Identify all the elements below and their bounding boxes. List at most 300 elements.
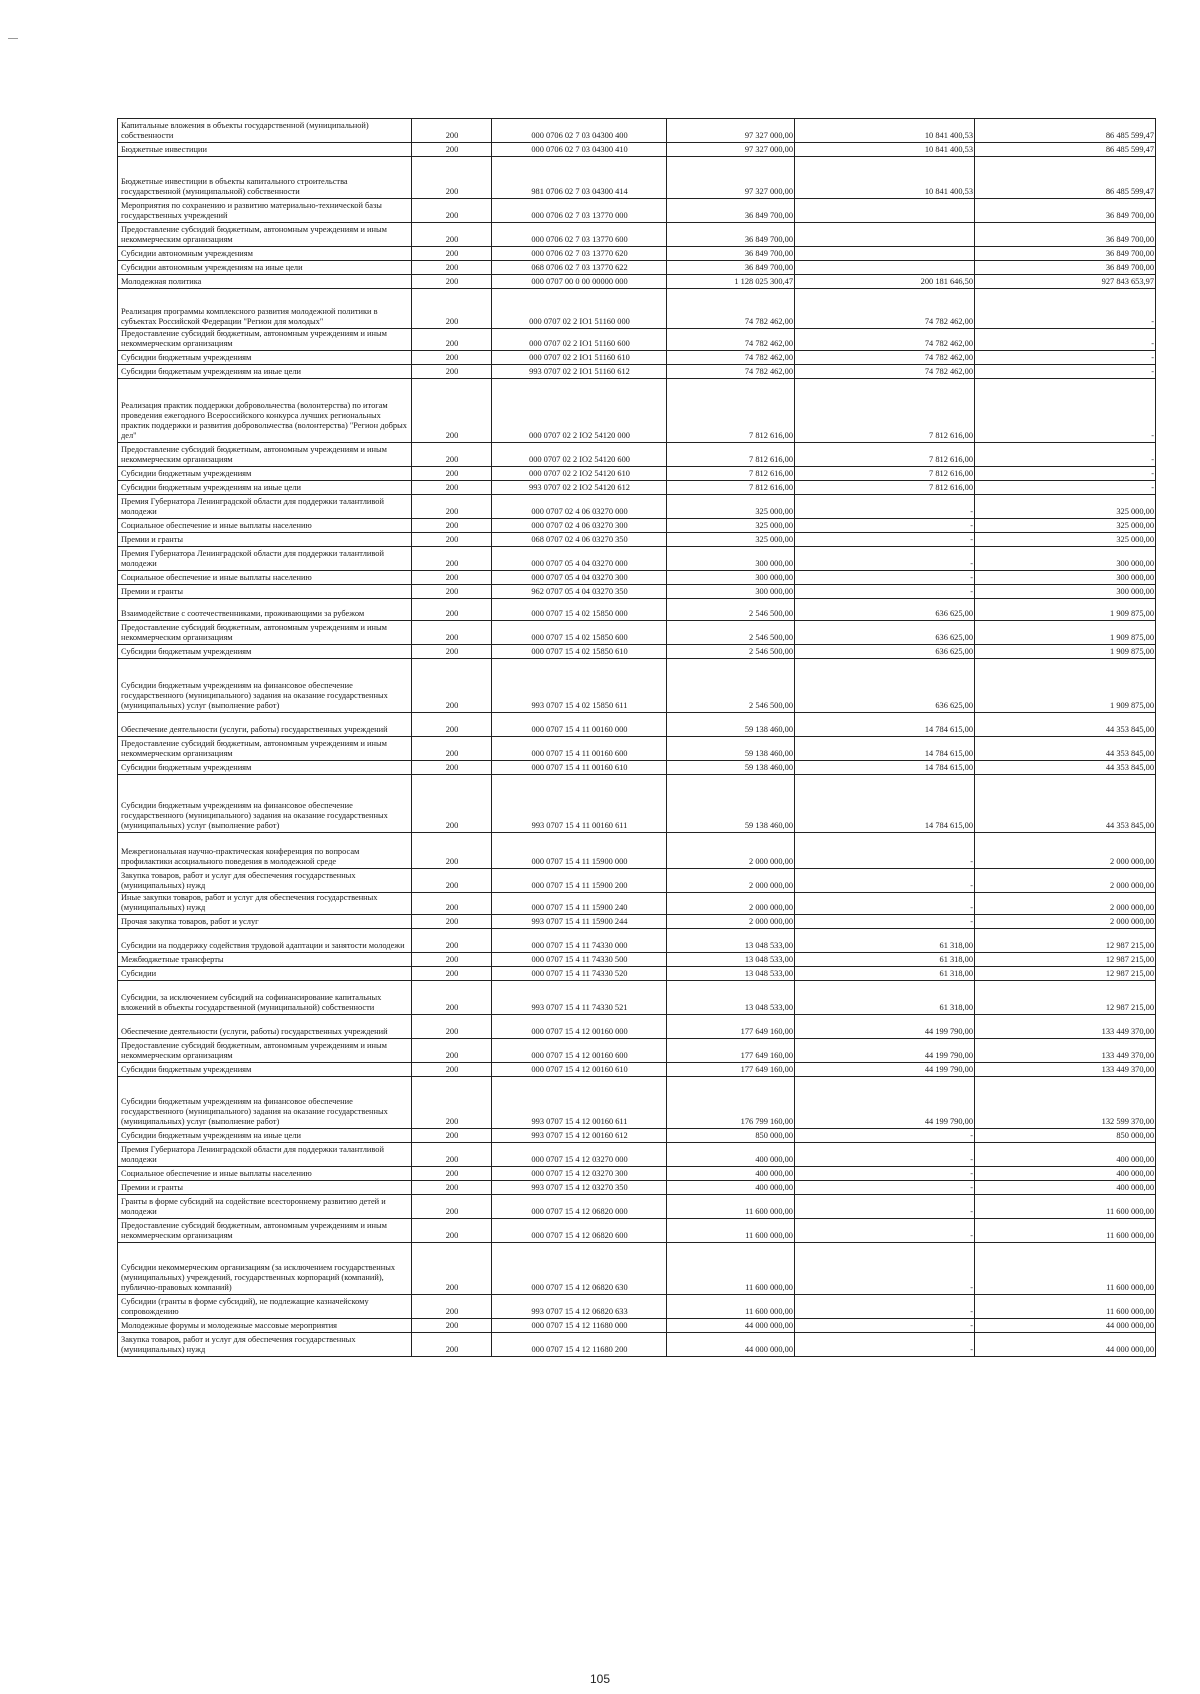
remaining-amount-cell: 325 000,00	[975, 519, 1156, 533]
budget-classification-cell: 000 0707 15 4 12 00160 600	[492, 1039, 667, 1063]
table-row	[118, 929, 1156, 953]
row-code-cell: 200	[412, 1195, 492, 1219]
row-code-cell: 200	[412, 869, 492, 893]
table-row	[118, 261, 1156, 275]
row-code-cell: 200	[412, 329, 492, 351]
row-code-cell: 200	[412, 443, 492, 467]
table-row	[118, 599, 1156, 621]
table-row	[118, 833, 1156, 869]
row-code-cell: 200	[412, 713, 492, 737]
remaining-amount-cell: 300 000,00	[975, 571, 1156, 585]
row-code-cell: 200	[412, 621, 492, 645]
executed-amount-cell: 61 318,00	[795, 981, 975, 1015]
executed-amount-cell: 44 199 790,00	[795, 1077, 975, 1129]
remaining-amount-cell: -	[975, 365, 1156, 379]
table-row	[118, 915, 1156, 929]
executed-amount-cell: -	[795, 893, 975, 915]
executed-amount-cell: -	[795, 1333, 975, 1357]
table-row	[118, 519, 1156, 533]
approved-amount-cell: 11 600 000,00	[667, 1219, 795, 1243]
table-row	[118, 1195, 1156, 1219]
table-row	[118, 1015, 1156, 1039]
remaining-amount-cell: -	[975, 329, 1156, 351]
budget-classification-cell: 962 0707 05 4 04 03270 350	[492, 585, 667, 599]
remaining-amount-cell: 400 000,00	[975, 1181, 1156, 1195]
row-name-cell: Субсидии бюджетным учреждениям на финансовое обеспечение государственного (муниципального) задания на оказание государственных (муниципальных) услуг (выполнение работ)	[118, 659, 412, 713]
approved-amount-cell: 74 782 462,00	[667, 351, 795, 365]
approved-amount-cell: 300 000,00	[667, 547, 795, 571]
remaining-amount-cell: 86 485 599,47	[975, 119, 1156, 143]
budget-classification-cell: 000 0707 15 4 12 11680 200	[492, 1333, 667, 1357]
remaining-amount-cell: -	[975, 467, 1156, 481]
row-code-cell: 200	[412, 571, 492, 585]
budget-classification-cell: 000 0707 15 4 11 00160 610	[492, 761, 667, 775]
row-name-cell: Субсидии, за исключением субсидий на софинансирование капитальных вложений в объекты государственной (муниципальной) собственности	[118, 981, 412, 1015]
executed-amount-cell: 7 812 616,00	[795, 443, 975, 467]
budget-classification-cell: 993 0707 15 4 12 03270 350	[492, 1181, 667, 1195]
executed-amount-cell: -	[795, 1181, 975, 1195]
executed-amount-cell: 61 318,00	[795, 953, 975, 967]
budget-classification-cell: 000 0707 15 4 02 15850 600	[492, 621, 667, 645]
executed-amount-cell: 7 812 616,00	[795, 379, 975, 443]
table-row	[118, 247, 1156, 261]
row-code-cell: 200	[412, 967, 492, 981]
row-name-cell: Субсидии бюджетным учреждениям	[118, 761, 412, 775]
budget-classification-cell: 993 0707 15 4 12 00160 611	[492, 1077, 667, 1129]
table-row	[118, 1319, 1156, 1333]
table-row	[118, 329, 1156, 351]
remaining-amount-cell: 2 000 000,00	[975, 893, 1156, 915]
budget-classification-cell: 993 0707 02 2 IO2 54120 612	[492, 481, 667, 495]
row-name-cell: Субсидии бюджетным учреждениям на иные цели	[118, 1129, 412, 1143]
budget-classification-cell: 000 0707 15 4 11 00160 000	[492, 713, 667, 737]
remaining-amount-cell: 12 987 215,00	[975, 953, 1156, 967]
row-name-cell: Прочая закупка товаров, работ и услуг	[118, 915, 412, 929]
executed-amount-cell: -	[795, 585, 975, 599]
row-name-cell: Премии и гранты	[118, 585, 412, 599]
budget-classification-cell: 068 0707 02 4 06 03270 350	[492, 533, 667, 547]
executed-amount-cell: -	[795, 519, 975, 533]
approved-amount-cell: 177 649 160,00	[667, 1063, 795, 1077]
table-row	[118, 659, 1156, 713]
table-row	[118, 737, 1156, 761]
approved-amount-cell: 36 849 700,00	[667, 199, 795, 223]
row-code-cell: 200	[412, 761, 492, 775]
row-name-cell: Субсидии бюджетным учреждениям на иные цели	[118, 365, 412, 379]
budget-classification-cell: 000 0707 05 4 04 03270 000	[492, 547, 667, 571]
table-row	[118, 1039, 1156, 1063]
approved-amount-cell: 2 546 500,00	[667, 621, 795, 645]
row-code-cell: 200	[412, 275, 492, 289]
executed-amount-cell: -	[795, 1195, 975, 1219]
budget-classification-cell: 993 0707 15 4 02 15850 611	[492, 659, 667, 713]
executed-amount-cell	[795, 261, 975, 275]
row-name-cell: Закупка товаров, работ и услуг для обеспечения государственных (муниципальных) нужд	[118, 869, 412, 893]
remaining-amount-cell: 86 485 599,47	[975, 143, 1156, 157]
remaining-amount-cell: 44 353 845,00	[975, 737, 1156, 761]
budget-classification-cell: 000 0707 15 4 02 15850 610	[492, 645, 667, 659]
executed-amount-cell: -	[795, 495, 975, 519]
approved-amount-cell: 2 546 500,00	[667, 599, 795, 621]
row-name-cell: Предоставление субсидий бюджетным, автономным учреждениям и иным некоммерческим организациям	[118, 737, 412, 761]
remaining-amount-cell: 36 849 700,00	[975, 247, 1156, 261]
row-name-cell: Предоставление субсидий бюджетным, автономным учреждениям и иным некоммерческим организациям	[118, 1219, 412, 1243]
approved-amount-cell: 44 000 000,00	[667, 1319, 795, 1333]
remaining-amount-cell: 44 000 000,00	[975, 1333, 1156, 1357]
row-name-cell: Капитальные вложения в объекты государственной (муниципальной) собственности	[118, 119, 412, 143]
row-name-cell: Бюджетные инвестиции в объекты капитального строительства государственной (муниципальной) собственности	[118, 157, 412, 199]
remaining-amount-cell: 44 353 845,00	[975, 761, 1156, 775]
approved-amount-cell: 59 138 460,00	[667, 737, 795, 761]
table-row	[118, 1063, 1156, 1077]
row-name-cell: Социальное обеспечение и иные выплаты населению	[118, 571, 412, 585]
executed-amount-cell: -	[795, 1295, 975, 1319]
remaining-amount-cell: 2 000 000,00	[975, 869, 1156, 893]
table-row	[118, 365, 1156, 379]
table-row	[118, 893, 1156, 915]
remaining-amount-cell: 44 353 845,00	[975, 775, 1156, 833]
approved-amount-cell: 850 000,00	[667, 1129, 795, 1143]
budget-classification-cell: 000 0707 15 4 11 15900 240	[492, 893, 667, 915]
executed-amount-cell: 10 841 400,53	[795, 157, 975, 199]
executed-amount-cell: 44 199 790,00	[795, 1039, 975, 1063]
budget-classification-cell: 000 0707 02 2 IO1 51160 600	[492, 329, 667, 351]
row-name-cell: Субсидии бюджетным учреждениям	[118, 1063, 412, 1077]
budget-classification-cell: 993 0707 15 4 11 15900 244	[492, 915, 667, 929]
remaining-amount-cell: 300 000,00	[975, 547, 1156, 571]
approved-amount-cell: 2 000 000,00	[667, 893, 795, 915]
table-row	[118, 223, 1156, 247]
row-name-cell: Социальное обеспечение и иные выплаты населению	[118, 519, 412, 533]
remaining-amount-cell: 2 000 000,00	[975, 915, 1156, 929]
remaining-amount-cell: 11 600 000,00	[975, 1295, 1156, 1319]
approved-amount-cell: 2 000 000,00	[667, 915, 795, 929]
row-name-cell: Субсидии некоммерческим организациям (за исключением государственных (муниципальных) учреждений, государственных корпораций (компаний), публично-правовых компаний)	[118, 1243, 412, 1295]
remaining-amount-cell: 325 000,00	[975, 533, 1156, 547]
budget-classification-cell: 993 0707 02 2 IO1 51160 612	[492, 365, 667, 379]
approved-amount-cell: 2 000 000,00	[667, 869, 795, 893]
table-row	[118, 1295, 1156, 1319]
executed-amount-cell: -	[795, 1319, 975, 1333]
table-row	[118, 157, 1156, 199]
table-row	[118, 967, 1156, 981]
approved-amount-cell: 1 128 025 300,47	[667, 275, 795, 289]
approved-amount-cell: 13 048 533,00	[667, 967, 795, 981]
executed-amount-cell: -	[795, 1167, 975, 1181]
row-code-cell: 200	[412, 599, 492, 621]
table-row	[118, 143, 1156, 157]
executed-amount-cell: 14 784 615,00	[795, 713, 975, 737]
remaining-amount-cell: 86 485 599,47	[975, 157, 1156, 199]
row-name-cell: Субсидии бюджетным учреждениям на иные цели	[118, 481, 412, 495]
row-code-cell: 200	[412, 289, 492, 329]
executed-amount-cell: 74 782 462,00	[795, 351, 975, 365]
remaining-amount-cell: 1 909 875,00	[975, 599, 1156, 621]
row-name-cell: Предоставление субсидий бюджетным, автономным учреждениям и иным некоммерческим организациям	[118, 1039, 412, 1063]
executed-amount-cell: 74 782 462,00	[795, 329, 975, 351]
table-row	[118, 1333, 1156, 1357]
budget-classification-cell: 000 0707 15 4 12 06820 600	[492, 1219, 667, 1243]
row-name-cell: Обеспечение деятельности (услуги, работы) государственных учреждений	[118, 1015, 412, 1039]
executed-amount-cell: 61 318,00	[795, 967, 975, 981]
row-code-cell: 200	[412, 379, 492, 443]
approved-amount-cell: 59 138 460,00	[667, 761, 795, 775]
remaining-amount-cell: 1 909 875,00	[975, 659, 1156, 713]
approved-amount-cell: 7 812 616,00	[667, 481, 795, 495]
table-row	[118, 761, 1156, 775]
budget-classification-cell: 068 0706 02 7 03 13770 622	[492, 261, 667, 275]
executed-amount-cell: 74 782 462,00	[795, 289, 975, 329]
remaining-amount-cell: 300 000,00	[975, 585, 1156, 599]
table-row	[118, 1167, 1156, 1181]
approved-amount-cell: 2 546 500,00	[667, 645, 795, 659]
budget-classification-cell: 000 0707 15 4 12 11680 000	[492, 1319, 667, 1333]
remaining-amount-cell: 2 000 000,00	[975, 833, 1156, 869]
approved-amount-cell: 74 782 462,00	[667, 329, 795, 351]
row-name-cell: Гранты в форме субсидий на содействие всестороннему развитию детей и молодежи	[118, 1195, 412, 1219]
executed-amount-cell	[795, 199, 975, 223]
budget-classification-cell: 000 0707 02 2 IO2 54120 610	[492, 467, 667, 481]
executed-amount-cell: 7 812 616,00	[795, 467, 975, 481]
remaining-amount-cell: -	[975, 481, 1156, 495]
approved-amount-cell: 13 048 533,00	[667, 929, 795, 953]
executed-amount-cell: 200 181 646,50	[795, 275, 975, 289]
row-name-cell: Реализация практик поддержки добровольчества (волонтерства) по итогам проведения ежегодного Всероссийского конкурса лучших региональных практик поддержки и развития добровольчества (волонтерства) "Регион добрых дел"	[118, 379, 412, 443]
remaining-amount-cell: -	[975, 379, 1156, 443]
approved-amount-cell: 2 546 500,00	[667, 659, 795, 713]
remaining-amount-cell: 325 000,00	[975, 495, 1156, 519]
approved-amount-cell: 300 000,00	[667, 571, 795, 585]
table-row	[118, 571, 1156, 585]
remaining-amount-cell: 850 000,00	[975, 1129, 1156, 1143]
remaining-amount-cell: 12 987 215,00	[975, 967, 1156, 981]
remaining-amount-cell: -	[975, 443, 1156, 467]
budget-classification-cell: 000 0707 15 4 02 15850 000	[492, 599, 667, 621]
approved-amount-cell: 300 000,00	[667, 585, 795, 599]
approved-amount-cell: 97 327 000,00	[667, 119, 795, 143]
approved-amount-cell: 325 000,00	[667, 519, 795, 533]
row-name-cell: Премия Губернатора Ленинградской области для поддержки талантливой молодежи	[118, 495, 412, 519]
remaining-amount-cell: -	[975, 351, 1156, 365]
row-code-cell: 200	[412, 519, 492, 533]
scan-mark-left	[8, 38, 18, 39]
row-name-cell: Субсидии автономным учреждениям	[118, 247, 412, 261]
row-name-cell: Субсидии бюджетным учреждениям на финансовое обеспечение государственного (муниципального) задания на оказание государственных (муниципальных) услуг (выполнение работ)	[118, 775, 412, 833]
row-code-cell: 200	[412, 915, 492, 929]
row-code-cell: 200	[412, 953, 492, 967]
page-number: 105	[589, 1672, 611, 1686]
row-name-cell: Субсидии (гранты в форме субсидий), не подлежащие казначейскому сопровождению	[118, 1295, 412, 1319]
remaining-amount-cell: 400 000,00	[975, 1143, 1156, 1167]
remaining-amount-cell: 132 599 370,00	[975, 1077, 1156, 1129]
row-code-cell: 200	[412, 585, 492, 599]
approved-amount-cell: 176 799 160,00	[667, 1077, 795, 1129]
remaining-amount-cell: 400 000,00	[975, 1167, 1156, 1181]
row-name-cell: Субсидии бюджетным учреждениям	[118, 351, 412, 365]
row-code-cell: 200	[412, 495, 492, 519]
row-code-cell: 200	[412, 547, 492, 571]
budget-classification-cell: 000 0707 02 2 IO1 51160 000	[492, 289, 667, 329]
table-row	[118, 351, 1156, 365]
row-code-cell: 200	[412, 1143, 492, 1167]
row-code-cell: 200	[412, 1167, 492, 1181]
row-name-cell: Субсидии на поддержку содействия трудовой адаптации и занятости молодежи	[118, 929, 412, 953]
executed-amount-cell: 10 841 400,53	[795, 143, 975, 157]
row-name-cell: Межрегиональная научно-практическая конференция по вопросам профилактики асоциального поведения в молодежной среде	[118, 833, 412, 869]
row-code-cell: 200	[412, 981, 492, 1015]
approved-amount-cell: 7 812 616,00	[667, 467, 795, 481]
executed-amount-cell: 44 199 790,00	[795, 1015, 975, 1039]
approved-amount-cell: 400 000,00	[667, 1181, 795, 1195]
table-row	[118, 275, 1156, 289]
row-code-cell: 200	[412, 223, 492, 247]
executed-amount-cell: -	[795, 869, 975, 893]
row-code-cell: 200	[412, 247, 492, 261]
executed-amount-cell	[795, 223, 975, 247]
row-name-cell: Премия Губернатора Ленинградской области для поддержки талантливой молодежи	[118, 1143, 412, 1167]
approved-amount-cell: 74 782 462,00	[667, 289, 795, 329]
row-name-cell: Субсидии автономным учреждениям на иные цели	[118, 261, 412, 275]
executed-amount-cell: 10 841 400,53	[795, 119, 975, 143]
table-row	[118, 713, 1156, 737]
executed-amount-cell: -	[795, 1129, 975, 1143]
budget-classification-cell: 000 0707 02 4 06 03270 300	[492, 519, 667, 533]
table-row	[118, 1243, 1156, 1295]
table-row	[118, 547, 1156, 571]
approved-amount-cell: 400 000,00	[667, 1167, 795, 1181]
approved-amount-cell: 325 000,00	[667, 495, 795, 519]
executed-amount-cell: 636 625,00	[795, 659, 975, 713]
row-code-cell: 200	[412, 157, 492, 199]
budget-classification-cell: 993 0707 15 4 11 74330 521	[492, 981, 667, 1015]
remaining-amount-cell: 1 909 875,00	[975, 621, 1156, 645]
approved-amount-cell: 400 000,00	[667, 1143, 795, 1167]
executed-amount-cell: -	[795, 1143, 975, 1167]
remaining-amount-cell: 133 449 370,00	[975, 1063, 1156, 1077]
row-code-cell: 200	[412, 1039, 492, 1063]
row-code-cell: 200	[412, 1063, 492, 1077]
row-code-cell: 200	[412, 481, 492, 495]
row-name-cell: Обеспечение деятельности (услуги, работы) государственных учреждений	[118, 713, 412, 737]
row-code-cell: 200	[412, 659, 492, 713]
approved-amount-cell: 36 849 700,00	[667, 223, 795, 247]
approved-amount-cell: 11 600 000,00	[667, 1243, 795, 1295]
table-row	[118, 981, 1156, 1015]
executed-amount-cell: -	[795, 547, 975, 571]
row-code-cell: 200	[412, 893, 492, 915]
budget-classification-cell: 000 0707 15 4 11 15900 000	[492, 833, 667, 869]
executed-amount-cell: 14 784 615,00	[795, 737, 975, 761]
budget-classification-cell: 000 0707 15 4 11 74330 000	[492, 929, 667, 953]
row-name-cell: Премии и гранты	[118, 1181, 412, 1195]
remaining-amount-cell: 133 449 370,00	[975, 1015, 1156, 1039]
row-name-cell: Предоставление субсидий бюджетным, автономным учреждениям и иным некоммерческим организациям	[118, 223, 412, 247]
table-row	[118, 1143, 1156, 1167]
budget-classification-cell: 993 0707 15 4 12 06820 633	[492, 1295, 667, 1319]
approved-amount-cell: 13 048 533,00	[667, 981, 795, 1015]
executed-amount-cell: 7 812 616,00	[795, 481, 975, 495]
remaining-amount-cell: 11 600 000,00	[975, 1195, 1156, 1219]
row-name-cell: Бюджетные инвестиции	[118, 143, 412, 157]
budget-classification-cell: 000 0707 15 4 12 06820 630	[492, 1243, 667, 1295]
row-code-cell: 200	[412, 737, 492, 761]
executed-amount-cell: 14 784 615,00	[795, 761, 975, 775]
row-name-cell: Закупка товаров, работ и услуг для обеспечения государственных (муниципальных) нужд	[118, 1333, 412, 1357]
table-row	[118, 119, 1156, 143]
budget-classification-cell: 993 0707 15 4 12 00160 612	[492, 1129, 667, 1143]
approved-amount-cell: 7 812 616,00	[667, 379, 795, 443]
remaining-amount-cell: -	[975, 289, 1156, 329]
table-row	[118, 953, 1156, 967]
row-code-cell: 200	[412, 645, 492, 659]
row-name-cell: Субсидии бюджетным учреждениям	[118, 467, 412, 481]
budget-classification-cell: 000 0707 05 4 04 03270 300	[492, 571, 667, 585]
approved-amount-cell: 97 327 000,00	[667, 157, 795, 199]
table-row	[118, 481, 1156, 495]
row-name-cell: Субсидии	[118, 967, 412, 981]
table-row	[118, 533, 1156, 547]
row-name-cell: Субсидии бюджетным учреждениям на финансовое обеспечение государственного (муниципального) задания на оказание государственных (муниципальных) услуг (выполнение работ)	[118, 1077, 412, 1129]
row-code-cell: 200	[412, 929, 492, 953]
executed-amount-cell: 636 625,00	[795, 599, 975, 621]
row-name-cell: Предоставление субсидий бюджетным, автономным учреждениям и иным некоммерческим организациям	[118, 621, 412, 645]
remaining-amount-cell: 36 849 700,00	[975, 223, 1156, 247]
remaining-amount-cell: 44 000 000,00	[975, 1319, 1156, 1333]
approved-amount-cell: 44 000 000,00	[667, 1333, 795, 1357]
table-row	[118, 289, 1156, 329]
row-code-cell: 200	[412, 833, 492, 869]
row-code-cell: 200	[412, 1319, 492, 1333]
budget-classification-cell: 000 0706 02 7 03 13770 000	[492, 199, 667, 223]
row-code-cell: 200	[412, 1129, 492, 1143]
row-code-cell: 200	[412, 1015, 492, 1039]
executed-amount-cell: 636 625,00	[795, 621, 975, 645]
budget-classification-cell: 000 0707 15 4 11 00160 600	[492, 737, 667, 761]
approved-amount-cell: 7 812 616,00	[667, 443, 795, 467]
table-row	[118, 1181, 1156, 1195]
approved-amount-cell: 59 138 460,00	[667, 775, 795, 833]
approved-amount-cell: 11 600 000,00	[667, 1295, 795, 1319]
table-row	[118, 495, 1156, 519]
row-code-cell: 200	[412, 467, 492, 481]
row-name-cell: Предоставление субсидий бюджетным, автономным учреждениям и иным некоммерческим организациям	[118, 443, 412, 467]
remaining-amount-cell: 36 849 700,00	[975, 261, 1156, 275]
approved-amount-cell: 59 138 460,00	[667, 713, 795, 737]
table-row	[118, 1129, 1156, 1143]
row-name-cell: Премии и гранты	[118, 533, 412, 547]
remaining-amount-cell: 133 449 370,00	[975, 1039, 1156, 1063]
table-row	[118, 1077, 1156, 1129]
remaining-amount-cell: 12 987 215,00	[975, 929, 1156, 953]
row-code-cell: 200	[412, 1181, 492, 1195]
row-name-cell: Взаимодействие с соотечественниками, проживающими за рубежом	[118, 599, 412, 621]
budget-classification-cell: 000 0707 02 2 IO1 51160 610	[492, 351, 667, 365]
executed-amount-cell: 44 199 790,00	[795, 1063, 975, 1077]
budget-classification-cell: 000 0707 02 4 06 03270 000	[492, 495, 667, 519]
row-code-cell: 200	[412, 365, 492, 379]
approved-amount-cell: 74 782 462,00	[667, 365, 795, 379]
row-name-cell: Реализация программы комплексного развития молодежной политики в субъектах Российской Федерации "Регион для молодых"	[118, 289, 412, 329]
table-row	[118, 585, 1156, 599]
table-body	[118, 119, 1156, 1357]
approved-amount-cell: 325 000,00	[667, 533, 795, 547]
budget-classification-cell: 000 0707 15 4 12 00160 610	[492, 1063, 667, 1077]
budget-classification-cell: 000 0707 15 4 12 03270 300	[492, 1167, 667, 1181]
budget-classification-cell: 000 0706 02 7 03 04300 400	[492, 119, 667, 143]
executed-amount-cell: 636 625,00	[795, 645, 975, 659]
budget-classification-cell: 993 0707 15 4 11 00160 611	[492, 775, 667, 833]
row-name-cell: Социальное обеспечение и иные выплаты населению	[118, 1167, 412, 1181]
